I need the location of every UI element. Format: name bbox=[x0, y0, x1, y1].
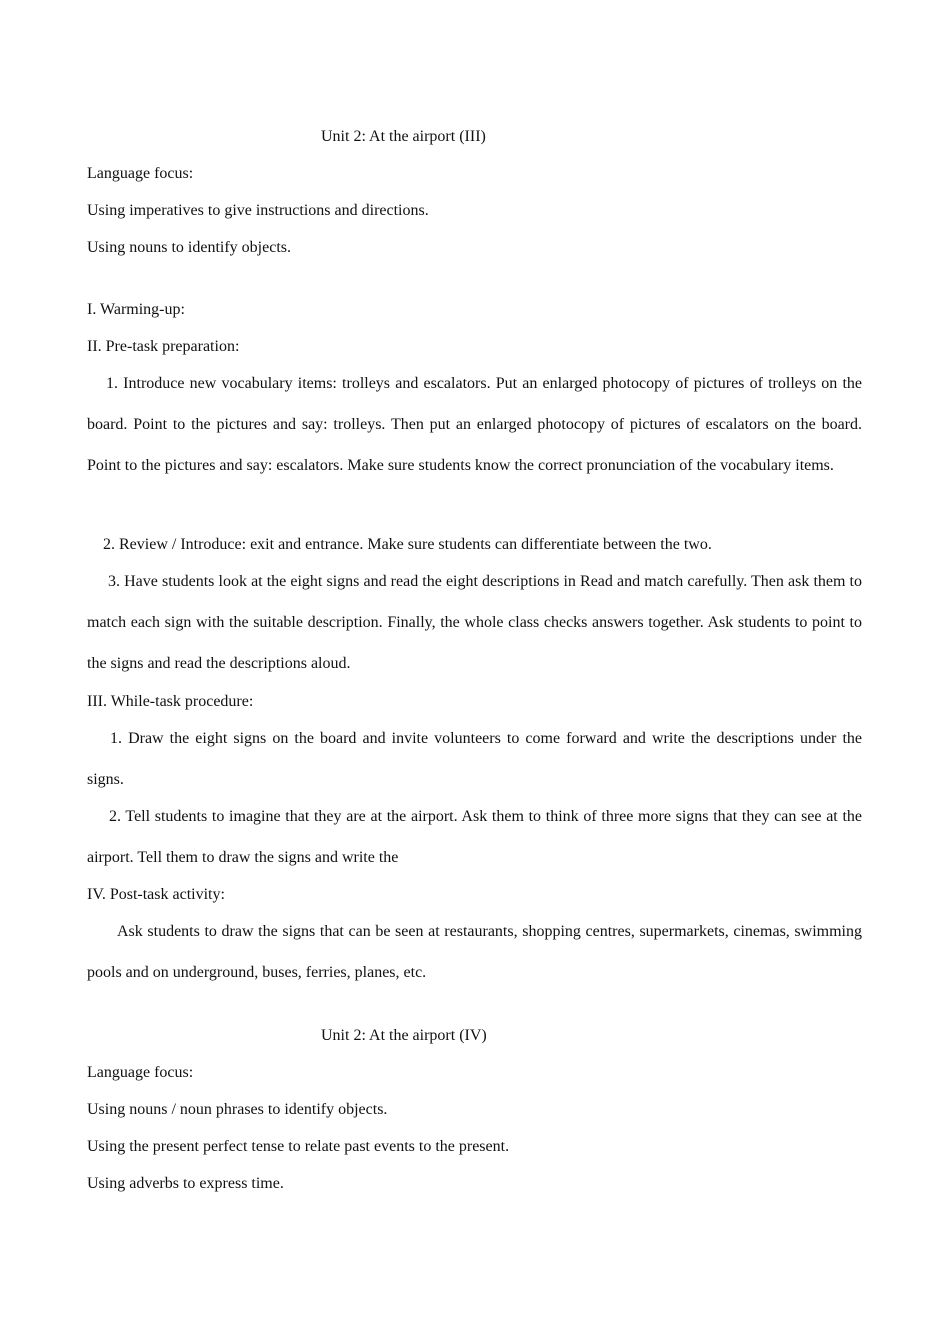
unit4-focus-item: Using nouns / noun phrases to identify objects. bbox=[87, 1101, 388, 1118]
while-task-item-1: 1. Draw the eight signs on the board and invite volunteers to come forward and write the descriptions under the signs. bbox=[87, 730, 862, 788]
pre-task-heading: II. Pre-task preparation: bbox=[87, 338, 240, 355]
while-task-heading: III. While-task procedure: bbox=[87, 693, 254, 710]
unit4-focus-item: Using the present perfect tense to relate past events to the present. bbox=[87, 1138, 510, 1155]
post-task-heading: IV. Post-task activity: bbox=[87, 886, 225, 903]
pre-task-item-2: 2. Review / Introduce: exit and entrance. Make sure students can differentiate between the two. bbox=[103, 536, 712, 553]
unit3-title: Unit 2: At the airport (III) bbox=[321, 128, 486, 145]
unit4-language-focus-label: Language focus: bbox=[87, 1064, 194, 1081]
unit3-language-focus-label: Language focus: bbox=[87, 165, 194, 182]
unit4-title: Unit 2: At the airport (IV) bbox=[321, 1027, 487, 1044]
while-task-item-2: 2. Tell students to imagine that they are at the airport. Ask them to think of three more signs that they can see at the airport. Tell them to draw the signs and write the bbox=[87, 808, 862, 866]
pre-task-item-1: 1. Introduce new vocabulary items: trolleys and escalators. Put an enlarged photocopy of pictures of trolleys on the board. Point to the pictures and say: trolleys. Then put an enlarged photocopy of pictures of escalators on the board. Point to the pictures and say: escalators. Make sure students know the correct pronunciation of the vocabulary items. bbox=[87, 375, 862, 474]
unit3-focus-item: Using nouns to identify objects. bbox=[87, 239, 291, 256]
pre-task-item-3: 3. Have students look at the eight signs and read the eight descriptions in Read and match carefully. Then ask them to match each sign with the suitable description. Finally, the whole class checks answers together. Ask students to point to the signs and read the descriptions aloud. bbox=[87, 573, 862, 672]
post-task-item-1: Ask students to draw the signs that can be seen at restaurants, shopping centres, supermarkets, cinemas, swimming pools and on underground, buses, ferries, planes, etc. bbox=[87, 923, 862, 981]
unit3-focus-item: Using imperatives to give instructions and directions. bbox=[87, 202, 429, 219]
warming-up-heading: I. Warming-up: bbox=[87, 301, 185, 318]
unit4-focus-item: Using adverbs to express time. bbox=[87, 1175, 284, 1192]
